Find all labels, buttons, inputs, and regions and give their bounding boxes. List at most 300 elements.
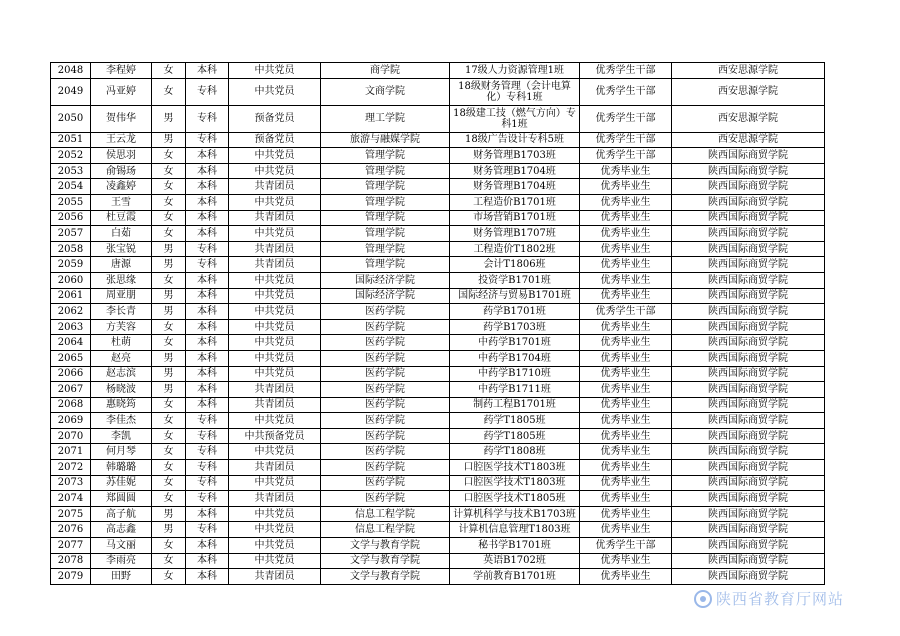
gender-cell: 女 [152, 272, 186, 288]
honor-title-cell: 优秀毕业生 [580, 257, 672, 273]
political-status-cell: 共青团员 [229, 257, 321, 273]
class-name-cell: 国际经济与贸易B1701班 [450, 288, 580, 304]
education-level-cell: 本科 [186, 226, 229, 242]
class-name-cell: 药学B1703班 [450, 319, 580, 335]
honor-title-cell: 优秀毕业生 [580, 382, 672, 398]
college-cell: 文学与教育学院 [321, 538, 450, 554]
school-name-cell: 陕西国际商贸学院 [672, 553, 825, 569]
honor-title-cell: 优秀毕业生 [580, 491, 672, 507]
honor-title-cell: 优秀毕业生 [580, 210, 672, 226]
education-level-cell: 本科 [186, 569, 229, 585]
political-status-cell: 中共党员 [229, 538, 321, 554]
gender-cell: 女 [152, 63, 186, 79]
political-status-cell: 共青团员 [229, 569, 321, 585]
gender-cell: 女 [152, 444, 186, 460]
row-number-cell: 2050 [51, 105, 91, 132]
political-status-cell: 中共党员 [229, 335, 321, 351]
gender-cell: 男 [152, 304, 186, 320]
college-cell: 旅游与融媒学院 [321, 132, 450, 148]
table-row [51, 522, 825, 538]
row-number-cell: 2074 [51, 491, 91, 507]
table-row [51, 241, 825, 257]
class-name-cell: 中药学B1704班 [450, 350, 580, 366]
student-name-cell: 凌鑫婷 [91, 179, 152, 195]
student-name-cell: 李程婷 [91, 63, 152, 79]
college-cell: 管理学院 [321, 179, 450, 195]
table-row [51, 350, 825, 366]
college-cell: 医药学院 [321, 335, 450, 351]
honor-title-cell: 优秀毕业生 [580, 428, 672, 444]
college-cell: 管理学院 [321, 194, 450, 210]
table-row [51, 163, 825, 179]
education-level-cell: 本科 [186, 553, 229, 569]
school-name-cell: 陕西国际商贸学院 [672, 460, 825, 476]
college-cell: 信息工程学院 [321, 506, 450, 522]
school-name-cell: 陕西国际商贸学院 [672, 444, 825, 460]
watermark-text: 陕西省教育厅网站 [716, 590, 845, 608]
college-cell: 医药学院 [321, 413, 450, 429]
college-cell: 管理学院 [321, 210, 450, 226]
row-number-cell: 2055 [51, 194, 91, 210]
school-name-cell: 陕西国际商贸学院 [672, 522, 825, 538]
honor-title-cell: 优秀毕业生 [580, 522, 672, 538]
gender-cell: 男 [152, 257, 186, 273]
row-number-cell: 2065 [51, 350, 91, 366]
college-cell: 文商学院 [321, 78, 450, 105]
school-name-cell: 陕西国际商贸学院 [672, 491, 825, 507]
table-row [51, 460, 825, 476]
education-level-cell: 本科 [186, 506, 229, 522]
political-status-cell: 预备党员 [229, 132, 321, 148]
college-cell: 医药学院 [321, 428, 450, 444]
table-row [51, 569, 825, 585]
table-row [51, 210, 825, 226]
education-level-cell: 本科 [186, 382, 229, 398]
table-row [51, 319, 825, 335]
school-name-cell: 陕西国际商贸学院 [672, 506, 825, 522]
political-status-cell: 共青团员 [229, 397, 321, 413]
political-status-cell: 中共党员 [229, 194, 321, 210]
watermark-logo-icon [694, 590, 712, 608]
gender-cell: 女 [152, 553, 186, 569]
student-name-cell: 苏佳妮 [91, 475, 152, 491]
row-number-cell: 2048 [51, 63, 91, 79]
school-name-cell: 陕西国际商贸学院 [672, 148, 825, 164]
student-name-cell: 杜萌 [91, 335, 152, 351]
college-cell: 管理学院 [321, 226, 450, 242]
class-name-cell: 18级建工技（燃气方向）专科1班 [450, 105, 580, 132]
education-level-cell: 本科 [186, 335, 229, 351]
college-cell: 医药学院 [321, 475, 450, 491]
school-name-cell: 陕西国际商贸学院 [672, 210, 825, 226]
class-name-cell: 投资学B1701班 [450, 272, 580, 288]
school-name-cell: 陕西国际商贸学院 [672, 397, 825, 413]
college-cell: 管理学院 [321, 241, 450, 257]
table-row [51, 132, 825, 148]
student-name-cell: 李雨亮 [91, 553, 152, 569]
education-level-cell: 专科 [186, 428, 229, 444]
class-name-cell: 计算机信息管理T1803班 [450, 522, 580, 538]
political-status-cell: 中共党员 [229, 226, 321, 242]
education-level-cell: 专科 [186, 132, 229, 148]
row-number-cell: 2063 [51, 319, 91, 335]
class-name-cell: 工程造价T1802班 [450, 241, 580, 257]
political-status-cell: 共青团员 [229, 210, 321, 226]
political-status-cell: 中共党员 [229, 288, 321, 304]
college-cell: 理工学院 [321, 105, 450, 132]
education-level-cell: 专科 [186, 522, 229, 538]
honor-title-cell: 优秀毕业生 [580, 350, 672, 366]
political-status-cell: 中共党员 [229, 78, 321, 105]
table-row [51, 397, 825, 413]
school-name-cell: 陕西国际商贸学院 [672, 304, 825, 320]
education-level-cell: 本科 [186, 304, 229, 320]
education-level-cell: 本科 [186, 179, 229, 195]
row-number-cell: 2070 [51, 428, 91, 444]
student-name-cell: 唐源 [91, 257, 152, 273]
political-status-cell: 预备党员 [229, 105, 321, 132]
political-status-cell: 中共党员 [229, 63, 321, 79]
student-name-cell: 杜豆霞 [91, 210, 152, 226]
table-row [51, 257, 825, 273]
class-name-cell: 财务管理B1707班 [450, 226, 580, 242]
gender-cell: 男 [152, 132, 186, 148]
honor-title-cell: 优秀学生干部 [580, 148, 672, 164]
political-status-cell: 中共党员 [229, 522, 321, 538]
class-name-cell: 中药学B1711班 [450, 382, 580, 398]
student-name-cell: 方芙容 [91, 319, 152, 335]
class-name-cell: 口腔医学技术T1803班 [450, 475, 580, 491]
student-name-cell: 冯亚婷 [91, 78, 152, 105]
honor-title-cell: 优秀毕业生 [580, 163, 672, 179]
college-cell: 管理学院 [321, 163, 450, 179]
table-row [51, 538, 825, 554]
student-name-cell: 张思缘 [91, 272, 152, 288]
school-name-cell: 陕西国际商贸学院 [672, 569, 825, 585]
school-name-cell: 陕西国际商贸学院 [672, 226, 825, 242]
class-name-cell: 中药学B1710班 [450, 366, 580, 382]
school-name-cell: 陕西国际商贸学院 [672, 366, 825, 382]
honor-title-cell: 优秀毕业生 [580, 179, 672, 195]
honor-title-cell: 优秀学生干部 [580, 132, 672, 148]
student-name-cell: 惠晓筠 [91, 397, 152, 413]
school-name-cell: 西安思源学院 [672, 63, 825, 79]
school-name-cell: 陕西国际商贸学院 [672, 179, 825, 195]
class-name-cell: 市场营销B1701班 [450, 210, 580, 226]
education-level-cell: 本科 [186, 288, 229, 304]
school-name-cell: 陕西国际商贸学院 [672, 382, 825, 398]
political-status-cell: 中共党员 [229, 163, 321, 179]
student-name-cell: 李长青 [91, 304, 152, 320]
gender-cell: 男 [152, 288, 186, 304]
table-row [51, 553, 825, 569]
honor-title-cell: 优秀毕业生 [580, 553, 672, 569]
education-level-cell: 本科 [186, 148, 229, 164]
college-cell: 医药学院 [321, 397, 450, 413]
political-status-cell: 中共党员 [229, 319, 321, 335]
gender-cell: 女 [152, 210, 186, 226]
table-row [51, 78, 825, 105]
row-number-cell: 2069 [51, 413, 91, 429]
education-level-cell: 本科 [186, 210, 229, 226]
class-name-cell: 18级财务管理（会计电算化）专科1班 [450, 78, 580, 105]
student-name-cell: 杨晓波 [91, 382, 152, 398]
education-level-cell: 本科 [186, 272, 229, 288]
school-name-cell: 陕西国际商贸学院 [672, 475, 825, 491]
college-cell: 国际经济学院 [321, 288, 450, 304]
school-name-cell: 陕西国际商贸学院 [672, 163, 825, 179]
class-name-cell: 制药工程B1701班 [450, 397, 580, 413]
political-status-cell: 共青团员 [229, 382, 321, 398]
row-number-cell: 2052 [51, 148, 91, 164]
class-name-cell: 药学T1805班 [450, 428, 580, 444]
gender-cell: 女 [152, 397, 186, 413]
school-name-cell: 陕西国际商贸学院 [672, 194, 825, 210]
school-name-cell: 陕西国际商贸学院 [672, 428, 825, 444]
site-watermark [694, 588, 844, 609]
table-row [51, 428, 825, 444]
gender-cell: 女 [152, 179, 186, 195]
honor-title-cell: 优秀毕业生 [580, 226, 672, 242]
row-number-cell: 2077 [51, 538, 91, 554]
row-number-cell: 2053 [51, 163, 91, 179]
class-name-cell: 秘书学B1701班 [450, 538, 580, 554]
row-number-cell: 2049 [51, 78, 91, 105]
political-status-cell: 中共党员 [229, 304, 321, 320]
table-row [51, 444, 825, 460]
student-name-cell: 白茹 [91, 226, 152, 242]
school-name-cell: 西安思源学院 [672, 132, 825, 148]
row-number-cell: 2075 [51, 506, 91, 522]
class-name-cell: 财务管理B1703班 [450, 148, 580, 164]
college-cell: 医药学院 [321, 491, 450, 507]
education-level-cell: 专科 [186, 413, 229, 429]
gender-cell: 女 [152, 226, 186, 242]
honor-list-table [50, 62, 825, 585]
student-name-cell: 贺伟华 [91, 105, 152, 132]
political-status-cell: 共青团员 [229, 179, 321, 195]
student-name-cell: 李佳杰 [91, 413, 152, 429]
table-row [51, 491, 825, 507]
college-cell: 信息工程学院 [321, 522, 450, 538]
education-level-cell: 专科 [186, 460, 229, 476]
gender-cell: 女 [152, 538, 186, 554]
college-cell: 文学与教育学院 [321, 569, 450, 585]
college-cell: 医药学院 [321, 366, 450, 382]
gender-cell: 女 [152, 413, 186, 429]
school-name-cell: 西安思源学院 [672, 78, 825, 105]
table-row [51, 288, 825, 304]
education-level-cell: 本科 [186, 366, 229, 382]
honor-title-cell: 优秀毕业生 [580, 413, 672, 429]
education-level-cell: 本科 [186, 538, 229, 554]
political-status-cell: 中共党员 [229, 553, 321, 569]
table-row [51, 475, 825, 491]
political-status-cell: 中共党员 [229, 272, 321, 288]
gender-cell: 女 [152, 475, 186, 491]
class-name-cell: 17级人力资源管理1班 [450, 63, 580, 79]
gender-cell: 女 [152, 78, 186, 105]
political-status-cell: 中共党员 [229, 506, 321, 522]
table-row [51, 382, 825, 398]
row-number-cell: 2073 [51, 475, 91, 491]
student-name-cell: 高志鑫 [91, 522, 152, 538]
student-name-cell: 赵志滨 [91, 366, 152, 382]
gender-cell: 女 [152, 194, 186, 210]
honor-title-cell: 优秀毕业生 [580, 366, 672, 382]
table-row [51, 413, 825, 429]
student-name-cell: 王雪 [91, 194, 152, 210]
table-row [51, 272, 825, 288]
honor-title-cell: 优秀毕业生 [580, 569, 672, 585]
table-row [51, 226, 825, 242]
gender-cell: 女 [152, 569, 186, 585]
education-level-cell: 本科 [186, 350, 229, 366]
class-name-cell: 财务管理B1704班 [450, 163, 580, 179]
political-status-cell: 共青团员 [229, 491, 321, 507]
gender-cell: 男 [152, 506, 186, 522]
gender-cell: 女 [152, 163, 186, 179]
school-name-cell: 陕西国际商贸学院 [672, 257, 825, 273]
student-name-cell: 高子航 [91, 506, 152, 522]
row-number-cell: 2079 [51, 569, 91, 585]
class-name-cell: 计算机科学与技术B1703班 [450, 506, 580, 522]
school-name-cell: 陕西国际商贸学院 [672, 319, 825, 335]
college-cell: 商学院 [321, 63, 450, 79]
class-name-cell: 口腔医学技术T1803班 [450, 460, 580, 476]
political-status-cell: 中共党员 [229, 366, 321, 382]
row-number-cell: 2062 [51, 304, 91, 320]
education-level-cell: 专科 [186, 444, 229, 460]
student-name-cell: 何月琴 [91, 444, 152, 460]
college-cell: 医药学院 [321, 350, 450, 366]
row-number-cell: 2064 [51, 335, 91, 351]
table-row [51, 194, 825, 210]
honor-title-cell: 优秀学生干部 [580, 78, 672, 105]
school-name-cell: 陕西国际商贸学院 [672, 288, 825, 304]
honor-title-cell: 优秀毕业生 [580, 272, 672, 288]
honor-title-cell: 优秀毕业生 [580, 444, 672, 460]
political-status-cell: 中共预备党员 [229, 428, 321, 444]
gender-cell: 女 [152, 491, 186, 507]
gender-cell: 男 [152, 241, 186, 257]
school-name-cell: 陕西国际商贸学院 [672, 335, 825, 351]
row-number-cell: 2076 [51, 522, 91, 538]
class-name-cell: 18级广告设计专科5班 [450, 132, 580, 148]
row-number-cell: 2078 [51, 553, 91, 569]
school-name-cell: 陕西国际商贸学院 [672, 538, 825, 554]
college-cell: 医药学院 [321, 444, 450, 460]
education-level-cell: 本科 [186, 163, 229, 179]
honor-title-cell: 优秀毕业生 [580, 194, 672, 210]
honor-title-cell: 优秀毕业生 [580, 475, 672, 491]
student-name-cell: 李凯 [91, 428, 152, 444]
row-number-cell: 2072 [51, 460, 91, 476]
gender-cell: 女 [152, 319, 186, 335]
school-name-cell: 陕西国际商贸学院 [672, 241, 825, 257]
gender-cell: 女 [152, 460, 186, 476]
row-number-cell: 2054 [51, 179, 91, 195]
table-row [51, 148, 825, 164]
table-row [51, 366, 825, 382]
gender-cell: 男 [152, 382, 186, 398]
gender-cell: 女 [152, 148, 186, 164]
row-number-cell: 2067 [51, 382, 91, 398]
class-name-cell: 中药学B1701班 [450, 335, 580, 351]
student-name-cell: 张宝锐 [91, 241, 152, 257]
college-cell: 管理学院 [321, 257, 450, 273]
education-level-cell: 专科 [186, 257, 229, 273]
gender-cell: 男 [152, 522, 186, 538]
education-level-cell: 本科 [186, 63, 229, 79]
table-row [51, 63, 825, 79]
row-number-cell: 2056 [51, 210, 91, 226]
row-number-cell: 2071 [51, 444, 91, 460]
row-number-cell: 2058 [51, 241, 91, 257]
honor-title-cell: 优秀学生干部 [580, 304, 672, 320]
honor-title-cell: 优秀毕业生 [580, 335, 672, 351]
student-name-cell: 王云龙 [91, 132, 152, 148]
student-name-cell: 侯思羽 [91, 148, 152, 164]
table-row [51, 105, 825, 132]
class-name-cell: 口腔医学技术T1805班 [450, 491, 580, 507]
education-level-cell: 本科 [186, 397, 229, 413]
honor-title-cell: 优秀学生干部 [580, 105, 672, 132]
row-number-cell: 2066 [51, 366, 91, 382]
college-cell: 国际经济学院 [321, 272, 450, 288]
table-row [51, 506, 825, 522]
row-number-cell: 2051 [51, 132, 91, 148]
political-status-cell: 中共党员 [229, 413, 321, 429]
political-status-cell: 共青团员 [229, 460, 321, 476]
honor-title-cell: 优秀毕业生 [580, 506, 672, 522]
honor-title-cell: 优秀学生干部 [580, 63, 672, 79]
row-number-cell: 2059 [51, 257, 91, 273]
college-cell: 医药学院 [321, 304, 450, 320]
student-name-cell: 周亚朋 [91, 288, 152, 304]
gender-cell: 男 [152, 366, 186, 382]
school-name-cell: 陕西国际商贸学院 [672, 413, 825, 429]
college-cell: 医药学院 [321, 319, 450, 335]
education-level-cell: 本科 [186, 319, 229, 335]
honor-title-cell: 优秀学生干部 [580, 538, 672, 554]
student-name-cell: 田野 [91, 569, 152, 585]
class-name-cell: 学前教育B1701班 [450, 569, 580, 585]
honor-title-cell: 优秀毕业生 [580, 319, 672, 335]
honor-title-cell: 优秀毕业生 [580, 241, 672, 257]
class-name-cell: 药学T1805班 [450, 413, 580, 429]
student-name-cell: 赵亮 [91, 350, 152, 366]
student-name-cell: 韩璐璐 [91, 460, 152, 476]
row-number-cell: 2057 [51, 226, 91, 242]
row-number-cell: 2068 [51, 397, 91, 413]
education-level-cell: 本科 [186, 194, 229, 210]
political-status-cell: 中共党员 [229, 475, 321, 491]
table-row [51, 179, 825, 195]
class-name-cell: 药学T1808班 [450, 444, 580, 460]
education-level-cell: 专科 [186, 241, 229, 257]
table-row [51, 335, 825, 351]
honor-title-cell: 优秀毕业生 [580, 460, 672, 476]
gender-cell: 女 [152, 335, 186, 351]
class-name-cell: 会计T1806班 [450, 257, 580, 273]
student-name-cell: 郑圆圆 [91, 491, 152, 507]
row-number-cell: 2060 [51, 272, 91, 288]
political-status-cell: 共青团员 [229, 241, 321, 257]
school-name-cell: 陕西国际商贸学院 [672, 272, 825, 288]
education-level-cell: 专科 [186, 491, 229, 507]
honor-title-cell: 优秀毕业生 [580, 397, 672, 413]
